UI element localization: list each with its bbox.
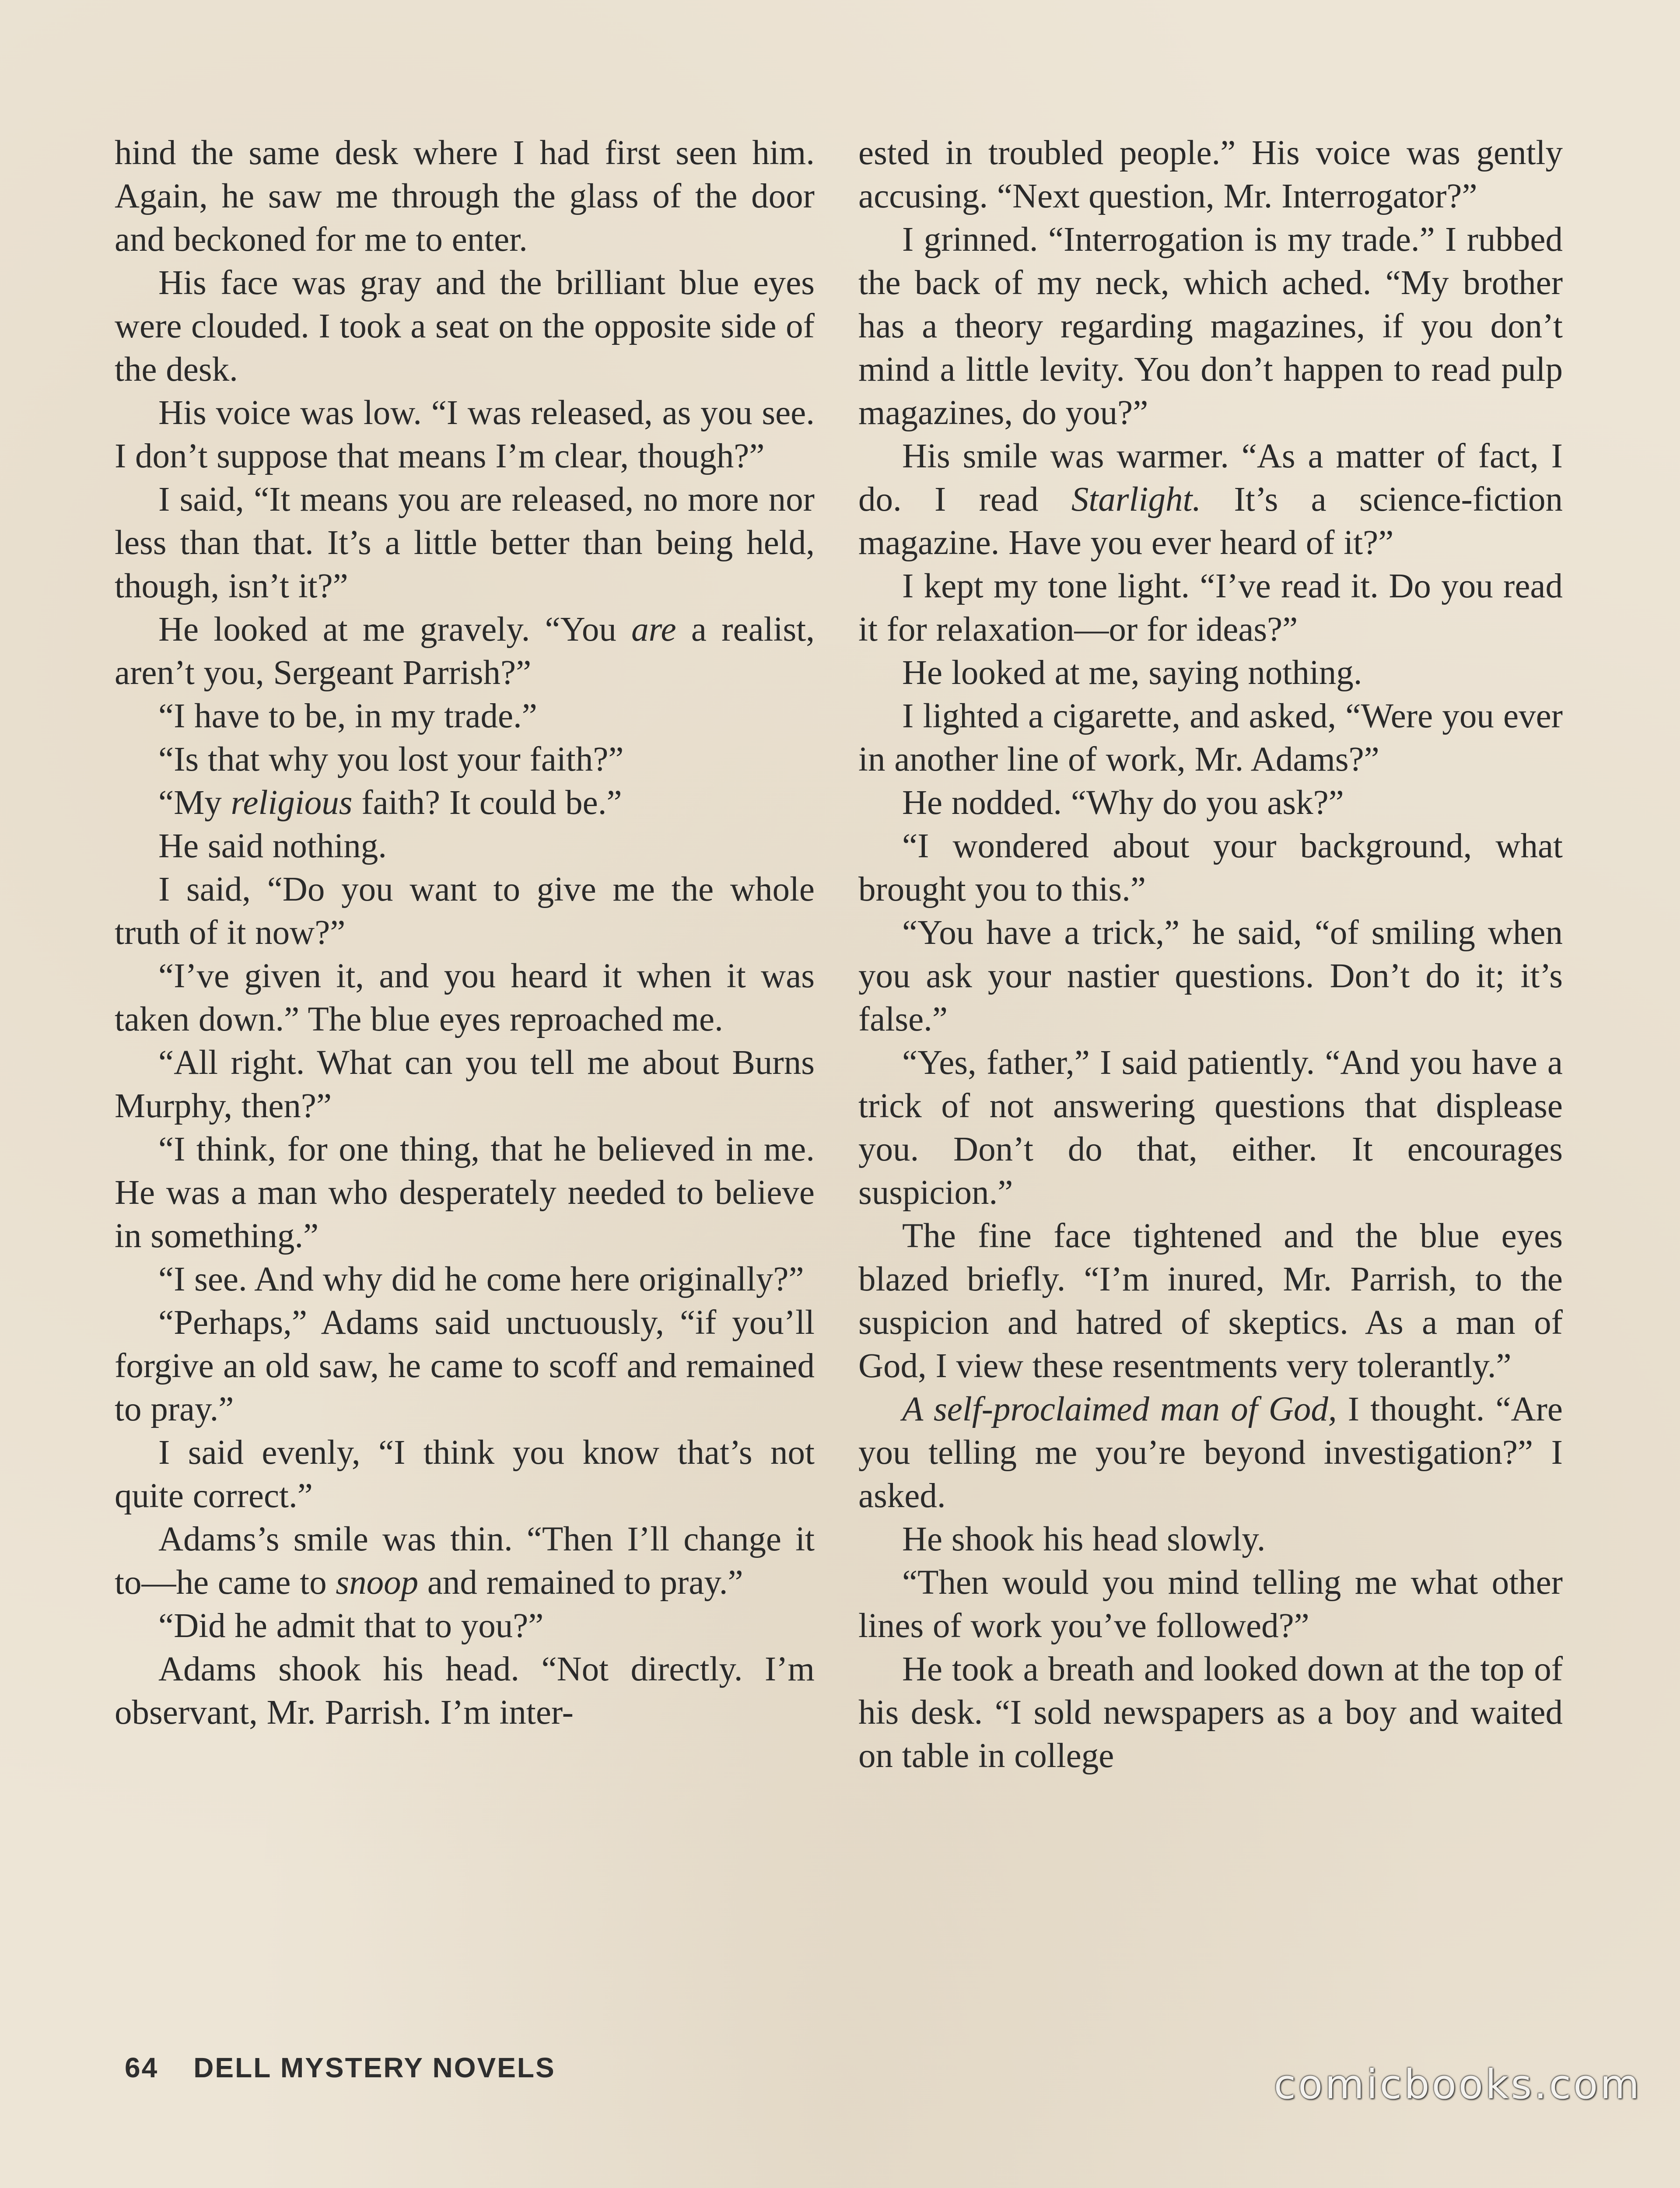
paragraph: I grinned. “Interrogation is my trade.” I rubbed the back of my neck, which ached. “My brother has a theory regarding magazines, if you don’t mind a little levity. You don’t happen to read pulp magazines, do you?” xyxy=(858,221,1563,432)
publication-title: DELL MYSTERY NOVELS xyxy=(193,2052,556,2083)
italic-run: Starlight. xyxy=(1071,480,1201,519)
italic-run: religious xyxy=(231,784,353,822)
paragraph xyxy=(115,608,815,694)
right-text-column xyxy=(858,131,1563,1778)
paragraph: “I’ve given it, and you heard it when it was taken down.” The blue eyes reproached me. xyxy=(115,957,815,1038)
paragraph: “I think, for one thing, that he believed in me. He was a man who desperately needed to believe in something.” xyxy=(115,1130,815,1255)
paragraph: He said nothing. xyxy=(158,827,387,865)
text-run: He looked at me gravely. “You xyxy=(158,610,632,649)
italic-run: are xyxy=(631,610,676,649)
paragraph: I lighted a cigarette, and asked, “Were you ever in another line of work, Mr. Adams?” xyxy=(858,697,1563,778)
text-run: His smile was warmer. “As a matter of fact, I do. I read xyxy=(858,437,1563,519)
paragraph: His face was gray and the brilliant blue eyes were clouded. I took a seat on the opposite side of the desk. xyxy=(115,264,815,389)
paragraph: “All right. What can you tell me about Burns Murphy, then?” xyxy=(115,1044,815,1125)
paragraph xyxy=(115,781,815,824)
paragraph: “Perhaps,” Adams said unctuously, “if you’ll forgive an old saw, he came to scoff and remained to pray.” xyxy=(115,1304,815,1428)
paragraph: I said, “Do you want to give me the whole truth of it now?” xyxy=(115,870,815,952)
paragraph: The fine face tightened and the blue eyes blazed briefly. “I’m inured, Mr. Parrish, to the suspicion and hatred of skeptics. As a man of God, I view these resentments very tolerantly.” xyxy=(858,1217,1563,1385)
paragraph: “Then would you mind telling me what other lines of work you’ve followed?” xyxy=(858,1564,1563,1645)
paragraph: ested in troubled people.” His voice was gently accusing. “Next question, Mr. Interrogator?” xyxy=(858,134,1563,215)
paragraph: He shook his head slowly. xyxy=(902,1520,1266,1558)
page-footer xyxy=(125,2051,556,2084)
text-run: faith? It could be.” xyxy=(352,784,622,822)
watermark-text: comicbooks.com xyxy=(1274,2061,1642,2108)
text-run: It’s a science-fiction magazine. Have you ever heard of it?” xyxy=(858,480,1563,562)
text-run: Adams’s smile was thin. “Then I’ll change it to—he came to xyxy=(115,1520,815,1602)
paragraph: “Yes, father,” I said patiently. “And you have a trick of not answering questions that displease you. Don’t do that, either. It encourages suspicion.” xyxy=(858,1044,1563,1212)
paragraph: His voice was low. “I was released, as you see. I don’t suppose that means I’m clear, though?” xyxy=(115,394,815,475)
paragraph: “I wondered about your background, what brought you to this.” xyxy=(858,827,1563,908)
paragraph xyxy=(858,435,1563,565)
paragraph xyxy=(115,1518,815,1604)
paragraph: hind the same desk where I had first seen him. Again, he saw me through the glass of the door and beckoned for me to enter. xyxy=(115,134,815,259)
paragraph: He looked at me, saying nothing. xyxy=(902,654,1362,692)
paragraph: He nodded. “Why do you ask?” xyxy=(902,784,1344,822)
paragraph: I said evenly, “I think you know that’s not quite correct.” xyxy=(115,1434,815,1515)
text-run: and remained to pray.” xyxy=(418,1564,743,1602)
italic-run: snoop xyxy=(336,1564,419,1602)
paragraph: “Did he admit that to you?” xyxy=(158,1607,544,1645)
paragraph: Adams shook his head. “Not directly. I’m observant, Mr. Parrish. I’m inter- xyxy=(115,1650,815,1732)
paragraph: “You have a trick,” he said, “of smiling when you ask your nastier questions. Don’t do it; it’s false.” xyxy=(858,914,1563,1038)
paragraph: I said, “It means you are released, no more nor less than that. It’s a little better than being held, though, isn’t it?” xyxy=(115,480,815,605)
italic-run: A self-proclaimed man of God, xyxy=(902,1390,1337,1428)
text-run: I thought. “Are you telling me you’re beyond investigation?” I asked. xyxy=(858,1390,1563,1515)
text-run: “My xyxy=(158,784,231,822)
paragraph xyxy=(858,1388,1563,1518)
paragraph: “I see. And why did he come here originally?” xyxy=(158,1260,804,1298)
paragraph: “Is that why you lost your faith?” xyxy=(158,740,624,778)
left-text-column xyxy=(115,131,815,1734)
text-run: a realist, aren’t you, Sergeant Parrish?” xyxy=(115,610,815,692)
paragraph: “I have to be, in my trade.” xyxy=(158,697,537,735)
paragraph: He took a breath and looked down at the top of his desk. “I sold newspapers as a boy and waited on table in college xyxy=(858,1650,1563,1775)
page-number: 64 xyxy=(125,2052,159,2083)
paragraph: I kept my tone light. “I’ve read it. Do you read it for relaxation—or for ideas?” xyxy=(858,567,1563,649)
